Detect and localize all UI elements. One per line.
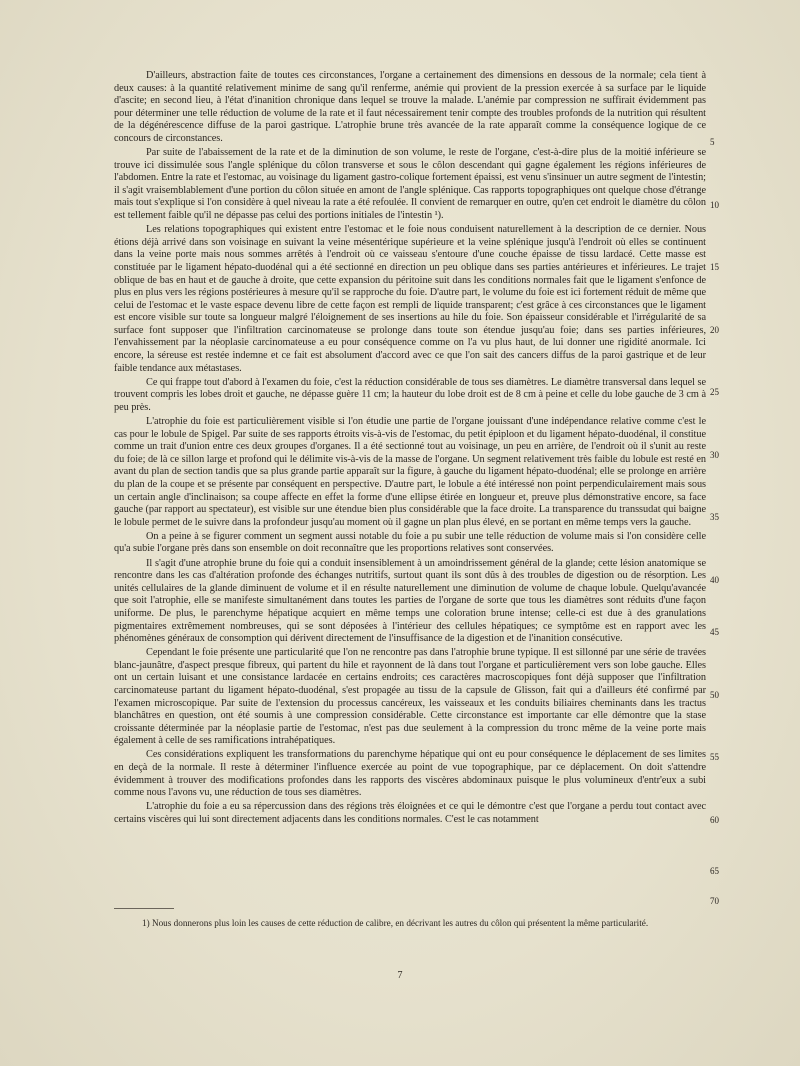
line-number: 35 [710, 512, 719, 522]
paragraph: Ce qui frappe tout d'abord à l'examen du foie, c'est la réduction considérable de tous ses diamètres. Le diamètre transversal dans lequel se trouvent compris les lobes droit et gauche, ne dépasse guère 11 cm; la hauteur du lobe droit est de 8 cm à peine et celle du lobe gauche de 3 cm à peu près. [114, 376, 706, 413]
paragraph: On a peine à se figurer comment un segment aussi notable du foie a pu subir une telle réduction de volume mais si l'on considère celle qu'a subie l'organe près dans son ensemble on doit reconnaître que les proportions relatives sont conservées. [114, 530, 706, 555]
line-number: 65 [710, 866, 719, 876]
line-number: 45 [710, 627, 719, 637]
paragraph: L'atrophie du foie est particulièrement visible si l'on étudie une partie de l'organe jouissant d'une indépendance relative comme c'est le cas pour le lobule de Spigel. Par suite de ses rapports étroits vis-à-vis de l'estomac, du petit épiploon et du ligament hépato-duodénal, il constitue comme un trait d'union entre ces deux groupes d'organes. Il a été sectionné tout au voisinage, un peu en arrière, de l'endroit où il s'unit au reste du foie; de là ce sillon large et profond qui le délimite vis-à-vis de la masse de l'organe. Un segment relativement très faible du lobule est resté en avant du plan de section tandis que sa plus grande partie apparaît sur la figure, à gauche du ligament hépato-duodénal; elle se prolonge en arrière du plan de la coupe et se présente par conséquent en perspective. D'autre part, le lobule a été intéressé non point perpendiculairement mais sous un certain angle d'inclinaison; sa coupe affecte en effet la forme d'une ellipse étirée en longueur et, preuve plus démonstrative encore, sa face gauche (par rapport au spectateur), est visible sur une étendue bien plus considérable que la face droite. La transparence du transsudat qui baigne le lobule permet de le suivre dans la profondeur jusqu'au moment où il gagne un plan plus élevé, en se portant en même temps vers la gauche. [114, 416, 706, 528]
line-number: 60 [710, 815, 719, 825]
line-number: 50 [710, 690, 719, 700]
line-number: 55 [710, 752, 719, 762]
paragraph: Il s'agit d'une atrophie brune du foie qui a conduit insensiblement à un amoindrissement général de la glande; cette lésion anatomique se rencontre dans les cas d'altération profonde des échanges nutritifs, surtout quant ils sont dûs à des troubles de digestion ou de résorption. Les unités cellulaires de la glande diminuent de volume et il en résulte naturellement une diminution de volume de chaque lobule. Quelqu'avancée que soit l'atrophie, elle se manifeste simultanément dans toutes les parties de l'organe de sorte que tous les diamètres sont réduits d'une façon uniforme. De plus, le parenchyme hépatique acquiert en même temps une coloration brune intense; celle-ci est due à des granulations pigmentaires extrêmement nombreuses, qui se sont déposées à l'intérieur des cellules hépatiques; ce symptôme est en rapport avec les phénomènes généraux de consomption qui dérivent directement de l'insuffisance de la digestion et de l'inanition consécutive. [114, 557, 706, 645]
paragraph: L'atrophie du foie a eu sa répercussion dans des régions très éloignées et ce qui le démontre c'est que l'organe a perdu tout contact avec certains viscères qui lui sont directement adjacents dans les conditions normales. C'est le cas notamment [114, 801, 706, 825]
line-number: 10 [710, 200, 719, 210]
footnote: 1) Nous donnerons plus loin les causes de cette réduction de calibre, en décrivant les autres du côlon qui présentent la même particularité. [142, 918, 649, 928]
line-number: 20 [710, 325, 719, 335]
line-number: 40 [710, 575, 719, 585]
paragraph: Ces considérations expliquent les transformations du parenchyme hépatique qui ont eu pour conséquence le déplacement de ses limites en deçà de la normale. Il reste à déterminer l'influence exercée au point de vue topographique, par ce déplacement. On doit s'attendre évidemment à trouver des modifications profondes dans les rapports des viscères abdominaux puisque le plus volumineux d'entr'eux a subi comme nous l'avons vu, une réduction de tous ses diamètres. [114, 749, 706, 799]
line-number: 25 [710, 387, 719, 397]
footnote-divider [114, 908, 174, 909]
line-number: 30 [710, 450, 719, 460]
line-number: 15 [710, 262, 719, 272]
line-number: 5 [710, 137, 715, 147]
paragraph: Par suite de l'abaissement de la rate et de la diminution de son volume, le reste de l'organe, c'est-à-dire plus de la moitié inférieure se trouve ici dissimulée sous l'angle splénique du côlon transverse et sous le côlon descendant qui gagne également les régions inférieures de l'abdomen. Entre la rate et l'estomac, au voisinage du ligament gastro-colique fortement épaissi, est venu s'insinuer un autre segment de l'intestin; il s'agit vraisemblablement d'une portion du côlon située en amont de l'angle splénique. Cas rapports topographiques ont quelque chose d'étrange mais tout s'explique si l'on considère à quel niveau la rate a été refoulée. Il convient de remarquer en outre, qu'en cet endroit le diamètre du côlon est tellement faible qu'il ne dépasse pas celui des portions initiales de l'intestin ¹). [114, 147, 706, 222]
body-text [114, 70, 706, 828]
paragraph: D'ailleurs, abstraction faite de toutes ces circonstances, l'organe a certainement des dimensions en dessous de la normale; cela tient à deux causes: à la quantité relativement minime de sang qu'il renferme, anémie qui provient de la pression exercée à sa surface par le liquide d'ascite; en second lieu, à l'état d'inanition chronique dans lequel se trouve la malade. L'anémie par compression ne suffirait évidemment pas pour déterminer une telle réduction de volume de la rate et il faut nécessairement tenir compte des troubles profonds de la nutrition qui résultent de la dégénérescence diffuse de la paroi gastrique. L'atrophie brune très avancée de la rate apparaît comme la conséquence logique de ce concours de circonstances. [114, 70, 706, 144]
page-number: 7 [397, 970, 403, 981]
line-number: 70 [710, 896, 719, 906]
paragraph: Cependant le foie présente une particularité que l'on ne rencontre pas dans l'atrophie brune typique. Il est sillonné par une série de travées blanc-jaunâtre, d'aspect presque fibreux, qui partent du hile et rayonnent de là dans tout l'organe et particulièrement vers son lobe gauche. Elles ont un certain luisant et une consistance lardacée en certains endroits; ces caractères macroscopiques font déjà supposer que l'infiltration carcinomateuse partant du ligament hépato-duodénal, s'est propagée au tissu de la capsule de Glisson, fait qui a d'ailleurs été confirmé par l'examen microscopique. Par suite de l'extension du processus cancéreux, les vaisseaux et les conduits biliaires cheminants dans les tractus blanchâtres en question, ont été soumis à une compression considérable. Cette circonstance est importante car elle démontre que la stase croissante déterminée par la néoplasie partie de l'estomac, n'est pas due seulement à la compression du tronc même de la veine porte mais également à celle de ses ramifications intrahépatiques. [114, 647, 706, 747]
line-number-margin [710, 0, 750, 1066]
paragraph: Les relations topographiques qui existent entre l'estomac et le foie nous conduisent naturellement à la description de ce dernier. Nous étions déjà arrivé dans son voisinage en suivant la veine mésentérique supérieure et la veine splénique jusqu'à l'endroit où elles se continuent dans la veine porte mais nous sommes arrêtés à l'endroit où ce vaisseau s'entoure d'une couche épaisse de tissu lardacé. Cette masse est constituée par le ligament hépato-duodénal qui a été sectionné en direction un peu oblique dans ses parties antérieures et inférieures. Le trajet oblique de bas en haut et de gauche à droite, que cette expansion du péritoine suit dans les conditions normales fait que le ligament s'enfonce de plus en plus vers les régions postérieures à mesure qu'il se rapproche du foie. D'autre part, le volume du foie est ici fortement réduit de même que celui de l'estomac et le vaste espace devenu libre de cette façon est rempli de liquide transparent; c'est grâce à ces circonstances que le ligament est encore visible sur toute sa longueur malgré l'éloignement de ses insertions au hile du foie. Son épaisseur considérable et l'irrégularité de sa surface font supposer que l'infiltration carcinomateuse se prolonge dans toute son étendue jusqu'au foie; dans ses parties inférieures, l'envahissement par la néoplasie carcinomateuse a eu pour conséquence comme on l'a vu plus haut, de lui donner une rigidité anormale. Ici encore, la séreuse est restée indemne et ce fait est absolument d'accord avec ce que l'on sait des cancers diffus de la paroi gastrique et de leur faible tendance aux métastases. [114, 224, 706, 374]
